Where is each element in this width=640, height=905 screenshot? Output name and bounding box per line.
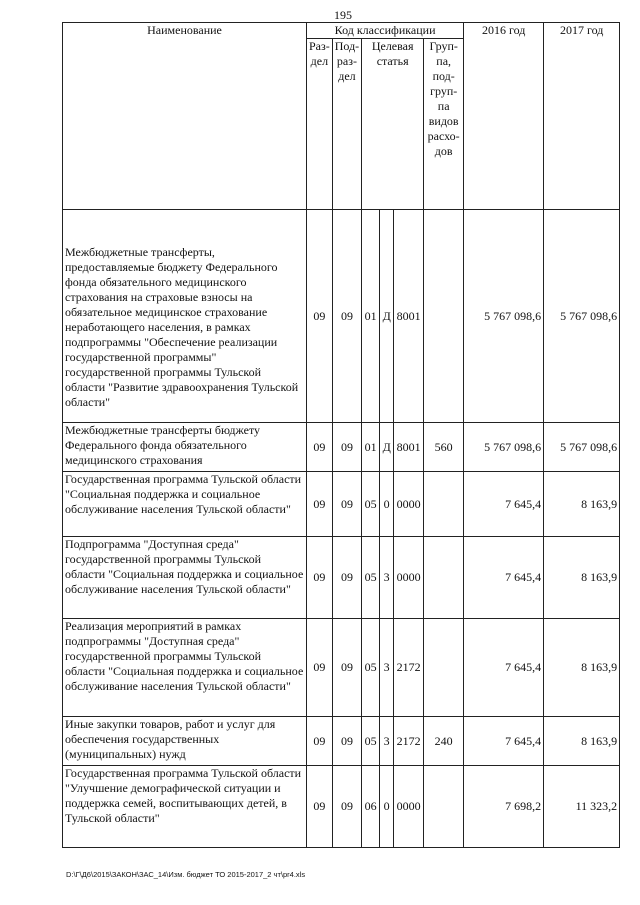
row-target-program: 05 bbox=[362, 619, 380, 717]
row-expense-group bbox=[424, 766, 464, 848]
header-razdel: Раз- дел bbox=[307, 39, 333, 210]
row-target-program: 05 bbox=[362, 472, 380, 537]
row-expense-group: 560 bbox=[424, 423, 464, 472]
row-target-direction: 8001 bbox=[394, 423, 424, 472]
table-row bbox=[63, 472, 620, 537]
row-expense-group bbox=[424, 210, 464, 423]
row-name: Государственная программа Тульской области "Улучшение демографической ситуации и поддержка семей, воспитывающих детей, в Тульской области" bbox=[63, 766, 307, 848]
row-value-2016: 7 698,2 bbox=[464, 766, 544, 848]
header-code-group: Код классификации bbox=[307, 23, 464, 39]
row-target-direction: 8001 bbox=[394, 210, 424, 423]
header-2016: 2016 год bbox=[464, 23, 544, 210]
row-value-2017: 8 163,9 bbox=[544, 619, 620, 717]
row-target-direction: 0000 bbox=[394, 537, 424, 619]
row-target-direction: 2172 bbox=[394, 619, 424, 717]
table-row bbox=[63, 619, 620, 717]
row-target-program: 05 bbox=[362, 537, 380, 619]
header-2017: 2017 год bbox=[544, 23, 620, 210]
row-target-direction: 0000 bbox=[394, 472, 424, 537]
row-expense-group: 240 bbox=[424, 717, 464, 766]
row-value-2017: 5 767 098,6 bbox=[544, 210, 620, 423]
header-group: Груп- па, под- груп- па видов расхо- дов bbox=[424, 39, 464, 210]
row-razdel: 09 bbox=[307, 210, 333, 423]
table-row bbox=[63, 717, 620, 766]
row-value-2017: 11 323,2 bbox=[544, 766, 620, 848]
row-target-program: 06 bbox=[362, 766, 380, 848]
row-target-program: 05 bbox=[362, 717, 380, 766]
row-name: Реализация мероприятий в рамках подпрограммы "Доступная среда" государственной программы Тульской области "Социальная поддержка и социальное обслуживание населения Тульской области" bbox=[63, 619, 307, 717]
row-target-subprogram: 3 bbox=[380, 717, 394, 766]
row-name: Подпрограмма "Доступная среда" государственной программы Тульской области "Социальная поддержка и социальное обслуживание населения Тульской области" bbox=[63, 537, 307, 619]
row-value-2016: 5 767 098,6 bbox=[464, 423, 544, 472]
row-razdel: 09 bbox=[307, 423, 333, 472]
table-row bbox=[63, 210, 620, 423]
table-row bbox=[63, 423, 620, 472]
page-number: 195 bbox=[334, 8, 352, 22]
table-row bbox=[63, 537, 620, 619]
row-value-2016: 7 645,4 bbox=[464, 472, 544, 537]
row-target-program: 01 bbox=[362, 210, 380, 423]
row-razdel: 09 bbox=[307, 472, 333, 537]
row-target-subprogram: Д bbox=[380, 210, 394, 423]
budget-table bbox=[62, 22, 620, 848]
row-target-subprogram: Д bbox=[380, 423, 394, 472]
row-value-2017: 8 163,9 bbox=[544, 717, 620, 766]
row-value-2017: 5 767 098,6 bbox=[544, 423, 620, 472]
row-name: Межбюджетные трансферты, предоставляемые бюджету Федерального фонда обязательного медицинского страхования на страховые взносы на обязательное медицинское страхование неработающего населения, в рамках подпрограммы "Обеспечение реализации государственной программы" государственной программы Тульской области "Развитие здравоохранения Тульской области" bbox=[63, 210, 307, 423]
row-podrazdel: 09 bbox=[332, 619, 361, 717]
row-podrazdel: 09 bbox=[332, 210, 361, 423]
row-value-2016: 7 645,4 bbox=[464, 537, 544, 619]
row-value-2017: 8 163,9 bbox=[544, 537, 620, 619]
row-podrazdel: 09 bbox=[332, 423, 361, 472]
header-name: Наименование bbox=[63, 23, 307, 210]
row-name: Межбюджетные трансферты бюджету Федерального фонда обязательного медицинского страхования bbox=[63, 423, 307, 472]
row-target-subprogram: 3 bbox=[380, 537, 394, 619]
table-row bbox=[63, 766, 620, 848]
row-name: Государственная программа Тульской области "Социальная поддержка и социальное обслуживание населения Тульской области" bbox=[63, 472, 307, 537]
row-podrazdel: 09 bbox=[332, 766, 361, 848]
row-target-subprogram: 0 bbox=[380, 766, 394, 848]
row-podrazdel: 09 bbox=[332, 537, 361, 619]
row-target-subprogram: 3 bbox=[380, 619, 394, 717]
row-target-direction: 0000 bbox=[394, 766, 424, 848]
row-podrazdel: 09 bbox=[332, 717, 361, 766]
row-target-program: 01 bbox=[362, 423, 380, 472]
row-name: Иные закупки товаров, работ и услуг для обеспечения государственных (муниципальных) нужд bbox=[63, 717, 307, 766]
row-target-direction: 2172 bbox=[394, 717, 424, 766]
row-target-subprogram: 0 bbox=[380, 472, 394, 537]
row-value-2016: 7 645,4 bbox=[464, 717, 544, 766]
header-target: Целевая статья bbox=[362, 39, 424, 210]
row-expense-group bbox=[424, 537, 464, 619]
row-value-2017: 8 163,9 bbox=[544, 472, 620, 537]
header-podrazdel: Под- раз- дел bbox=[332, 39, 361, 210]
row-razdel: 09 bbox=[307, 717, 333, 766]
row-razdel: 09 bbox=[307, 766, 333, 848]
row-expense-group bbox=[424, 619, 464, 717]
row-value-2016: 7 645,4 bbox=[464, 619, 544, 717]
row-value-2016: 5 767 098,6 bbox=[464, 210, 544, 423]
footer-file-path: D:\Г\Д6\2015\ЗАКОН\ЗАС_14\Изм. бюджет ТО 2015-2017_2 чт\pr4.xls bbox=[66, 870, 306, 879]
row-razdel: 09 bbox=[307, 537, 333, 619]
row-expense-group bbox=[424, 472, 464, 537]
row-razdel: 09 bbox=[307, 619, 333, 717]
row-podrazdel: 09 bbox=[332, 472, 361, 537]
